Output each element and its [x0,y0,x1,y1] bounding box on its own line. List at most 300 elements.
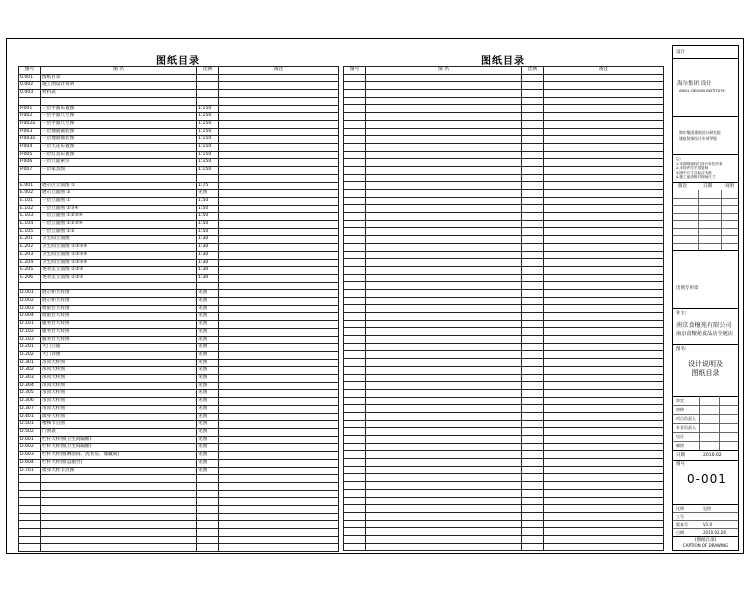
cell-name: 吊顶大样图 [41,390,197,398]
cell-scale [197,498,219,506]
cell-remark [219,382,339,390]
cell-remark [544,174,664,182]
cell-name: 栏杆大样图(卫生间隔断) [41,436,197,444]
cell-name [366,136,522,144]
cell-remark [544,143,664,151]
cell-name: 收银台大样图 [41,305,197,313]
cell-number [344,113,366,121]
cell-number [344,436,366,444]
cell-number [344,328,366,336]
meta-value: 2010.02.26 [703,530,726,535]
cell-name: 收银台大样图 [41,313,197,321]
cell-scale: 1:150 [197,151,219,159]
company-address-1: 海尔集团建筑设计研究院 [679,130,721,135]
cell-number [344,305,366,313]
cell-scale: 见图 [197,429,219,437]
table-row [344,512,664,520]
cell-remark [544,343,664,351]
cell-number [344,405,366,413]
stamp-label: 出图专用章 [676,286,699,291]
cell-scale [522,328,544,336]
cell-remark [219,136,339,144]
cell-remark [544,297,664,305]
table-row [344,274,664,282]
cell-scale: 见图 [197,190,219,198]
cell-name: 栏杆大样图(卫生间隔断) [41,444,197,452]
cell-name [41,536,197,544]
cell-number: D.304 [19,382,41,390]
cell-name [366,489,522,497]
cell-scale: 1:75 [197,182,219,190]
cell-remark [544,151,664,159]
cell-name: 吊顶大样图 [41,375,197,383]
cell-number [19,475,41,483]
cell-name [41,529,197,537]
cell-remark [544,420,664,428]
table-row [344,251,664,259]
cell-remark [544,243,664,251]
table-row [344,159,664,167]
cell-remark [544,451,664,459]
cell-remark [544,259,664,267]
cell-number [344,190,366,198]
table-row [344,220,664,228]
cell-number: P.003a [19,136,41,144]
table-row [344,336,664,344]
cell-scale [522,397,544,405]
cell-scale: 1:150 [197,105,219,113]
section-label: 设计 [676,50,685,55]
cell-name: 一层平面尺寸图 [41,120,197,128]
cell-scale [522,474,544,482]
table-row [344,166,664,174]
cell-remark [544,136,664,144]
cell-name [366,82,522,90]
table-row [19,505,339,513]
left-catalog-title: 图纸目录 [156,56,200,67]
cell-remark [219,321,339,329]
cell-remark [219,90,339,98]
cell-number: D.201 [19,344,41,352]
cell-scale [197,536,219,544]
meta-label: 工号 [676,514,684,519]
meta-label: 比例 [676,506,684,511]
table-row [344,113,664,121]
cell-number [344,428,366,436]
client-label: 业主: [676,311,687,316]
table-row [344,120,664,128]
cell-remark [219,467,339,475]
cell-number [344,320,366,328]
cell-remark [219,113,339,121]
cell-scale [197,475,219,483]
note-line: 4.施工前请核对现场尺寸 [676,175,716,180]
cell-name [366,436,522,444]
table-row [19,197,339,205]
table-row [19,305,339,313]
col-header-scale: 比例 [522,67,544,75]
table-row [19,351,339,359]
cell-number [344,482,366,490]
cell-number [344,166,366,174]
cell-number [344,351,366,359]
table-row [19,82,339,90]
cell-number [344,489,366,497]
cell-name [366,412,522,420]
cell-name [41,513,197,521]
table-row [19,467,339,475]
table-row [19,190,339,198]
cell-number [344,374,366,382]
client-name: 南京食檀苑有限公司 [676,322,732,329]
cell-remark [544,197,664,205]
cell-number: D.501 [19,421,41,429]
table-row [344,228,664,236]
cell-name [366,151,522,159]
cell-remark [219,536,339,544]
cell-name [366,528,522,536]
cell-name [366,428,522,436]
cell-remark [544,497,664,505]
cell-name [366,482,522,490]
cell-name [366,282,522,290]
table-row [19,490,339,498]
cell-scale [522,105,544,113]
cell-scale: 1:50 [197,221,219,229]
cell-name [366,174,522,182]
cell-remark [219,282,339,290]
cell-scale [522,213,544,221]
cell-number [344,451,366,459]
cell-remark [219,82,339,90]
cell-scale [197,490,219,498]
cell-scale [522,182,544,190]
cell-remark [219,351,339,359]
cell-number: P.002 [19,113,41,121]
cell-remark [219,236,339,244]
cell-name [41,282,197,290]
cell-name [41,475,197,483]
cell-name: 服务台大样图 [41,328,197,336]
cell-name [366,320,522,328]
table-row [344,389,664,397]
cell-number: E.203 [19,251,41,259]
cell-scale [197,513,219,521]
cell-remark [544,397,664,405]
cell-remark [219,221,339,229]
table-row [19,436,339,444]
meta-label: 日期 [676,530,684,535]
cell-remark [219,328,339,336]
cell-scale [522,405,544,413]
table-row [19,444,339,452]
cell-scale: 1:150 [197,128,219,136]
cell-name [366,374,522,382]
cell-scale [522,343,544,351]
right-catalog-table [343,66,664,551]
table-row [344,459,664,467]
cell-number [19,97,41,105]
cell-remark [219,290,339,298]
cell-number [344,205,366,213]
cell-number [344,336,366,344]
table-row [344,282,664,290]
cell-name: 一层立面图 ②③④ [41,205,197,213]
cell-scale [522,359,544,367]
cell-name [366,397,522,405]
table-row [19,367,339,375]
col-header-number: 图号 [19,67,41,75]
cell-scale [522,259,544,267]
table-row [19,136,339,144]
cell-name [366,497,522,505]
table-row [19,529,339,537]
cell-name: 卫生间立面图 ①②③④ [41,244,197,252]
cell-name [366,251,522,259]
cell-remark [219,182,339,190]
table-row [344,259,664,267]
cell-scale: 见图 [197,459,219,467]
table-row [19,536,339,544]
table-row [19,105,339,113]
cell-name [366,128,522,136]
cell-number [19,490,41,498]
table-row [344,97,664,105]
cell-remark [219,197,339,205]
cell-scale: 1:150 [197,167,219,175]
cell-name [366,259,522,267]
cell-remark [219,413,339,421]
cell-remark [544,389,664,397]
cell-scale: 见图 [197,305,219,313]
cell-scale [522,113,544,121]
table-row [344,190,664,198]
table-header-row [344,67,664,75]
cell-number: D.202 [19,351,41,359]
table-row [344,174,664,182]
company-name: 海尔集团 设计 [677,81,712,87]
cell-name [366,328,522,336]
cell-number: D.303 [19,375,41,383]
cell-remark [219,529,339,537]
cell-scale [522,443,544,451]
cell-scale [522,174,544,182]
cell-number [344,420,366,428]
cell-scale: 见图 [197,336,219,344]
cell-scale [197,529,219,537]
table-row [344,82,664,90]
cell-number: D.301 [19,359,41,367]
revision-table [673,190,738,250]
table-row [344,297,664,305]
meta-value: V1.0 [703,522,713,527]
cell-remark [219,367,339,375]
cell-scale: 见图 [197,390,219,398]
cell-remark [219,190,339,198]
cell-name: 一层平面尺寸图 [41,113,197,121]
cell-number [344,459,366,467]
rev-col-note: 说明 [725,183,734,189]
cell-number [344,497,366,505]
col-header-number: 图号 [344,67,366,75]
left-catalog-table [18,66,339,552]
cell-remark [544,220,664,228]
cell-remark [544,443,664,451]
cell-remark [219,251,339,259]
cell-number [344,97,366,105]
cell-name [366,190,522,198]
cell-scale [522,420,544,428]
sign-date-value: 2010.02 [703,453,722,458]
cell-name [366,220,522,228]
table-row [19,421,339,429]
cell-number [344,213,366,221]
sign-row-label: 设计 [676,434,684,439]
col-header-remark: 备注 [219,67,339,75]
table-row [344,489,664,497]
cell-remark [219,97,339,105]
cell-name [366,420,522,428]
cell-scale: 见图 [197,413,219,421]
cell-remark [544,459,664,467]
cell-name [366,466,522,474]
cell-remark [219,167,339,175]
cell-name: 栏杆大样图(淋浴间、洗衣房、储藏间) [41,452,197,460]
cell-remark [219,452,339,460]
table-row [19,513,339,521]
cell-name: 更衣室立面图 ①②③ [41,267,197,275]
cell-remark [544,205,664,213]
cell-number: D.307 [19,405,41,413]
table-row [19,475,339,483]
cell-scale [522,243,544,251]
cell-remark [544,213,664,221]
cell-scale [522,82,544,90]
cell-scale [522,489,544,497]
cell-number: E.201 [19,236,41,244]
cell-name [366,97,522,105]
cell-name [366,274,522,282]
cell-number [344,528,366,536]
cell-number: P.001 [19,105,41,113]
cell-remark [219,344,339,352]
cell-number [344,512,366,520]
cell-remark [544,105,664,113]
cell-name [41,505,197,513]
cell-number [344,105,366,113]
cell-name: 一层立面图 ①②③④ [41,213,197,221]
cell-scale: 1:30 [197,236,219,244]
cell-name: 展示立面图 ② [41,190,197,198]
cell-name [41,521,197,529]
cell-remark [219,490,339,498]
cell-number [344,136,366,144]
cell-name [366,512,522,520]
cell-name: 一层立面索引 [41,159,197,167]
cell-remark [544,289,664,297]
table-row [19,144,339,152]
cell-scale [522,274,544,282]
note-line: 3.图中尺寸以标注为准 [676,170,712,175]
cell-remark [544,520,664,528]
cell-name: 大门立面 [41,344,197,352]
cell-number [344,282,366,290]
cell-number [344,474,366,482]
cell-remark [544,436,664,444]
table-row [344,359,664,367]
sign-row-label: 制图 [676,443,684,448]
table-row [344,436,664,444]
cell-scale: 见图 [197,398,219,406]
cell-number [344,182,366,190]
cell-remark [544,543,664,551]
cell-scale [197,90,219,98]
cell-name: 服务台大样图 [41,321,197,329]
cell-remark [544,474,664,482]
cell-number: D.002 [19,298,41,306]
cell-remark [544,128,664,136]
cell-scale: 见图 [197,382,219,390]
cell-scale [522,136,544,144]
cell-remark [544,166,664,174]
table-row [19,282,339,290]
cell-name [41,482,197,490]
cell-remark [219,74,339,82]
cell-name [366,535,522,543]
cell-number: D.401 [19,413,41,421]
table-row [19,413,339,421]
cell-name [366,405,522,413]
cell-name: 卫生间立面图 [41,236,197,244]
table-row [19,375,339,383]
cell-number: E.104 [19,221,41,229]
table-row [344,313,664,321]
cell-scale: 见图 [197,444,219,452]
cell-number [344,274,366,282]
cell-name [366,166,522,174]
cell-scale [197,97,219,105]
cell-scale [522,205,544,213]
cell-remark [544,528,664,536]
cell-scale: 1:50 [197,228,219,236]
cell-number [344,243,366,251]
table-row [19,390,339,398]
cell-remark [544,535,664,543]
cell-number [344,289,366,297]
drawing-number-label: 图号 [676,462,685,467]
cell-number [344,159,366,167]
cell-remark [544,366,664,374]
cell-number [344,228,366,236]
cell-scale [522,528,544,536]
cell-name [366,366,522,374]
cell-number: P.006 [19,159,41,167]
cell-name: 一层地面铺装图 [41,136,197,144]
table-row [19,244,339,252]
table-row [344,366,664,374]
table-row [19,544,339,552]
table-row [19,344,339,352]
cell-scale [522,305,544,313]
caption-en: CAPTION OF DRAWING [682,543,729,548]
cell-scale [522,97,544,105]
note-line: 1.本图纸版权归设计单位所有 [676,161,723,166]
cell-name: 吊顶大样图 [41,398,197,406]
cell-remark [544,120,664,128]
table-row [344,428,664,436]
cell-name [366,313,522,321]
cell-scale: 1:150 [197,120,219,128]
